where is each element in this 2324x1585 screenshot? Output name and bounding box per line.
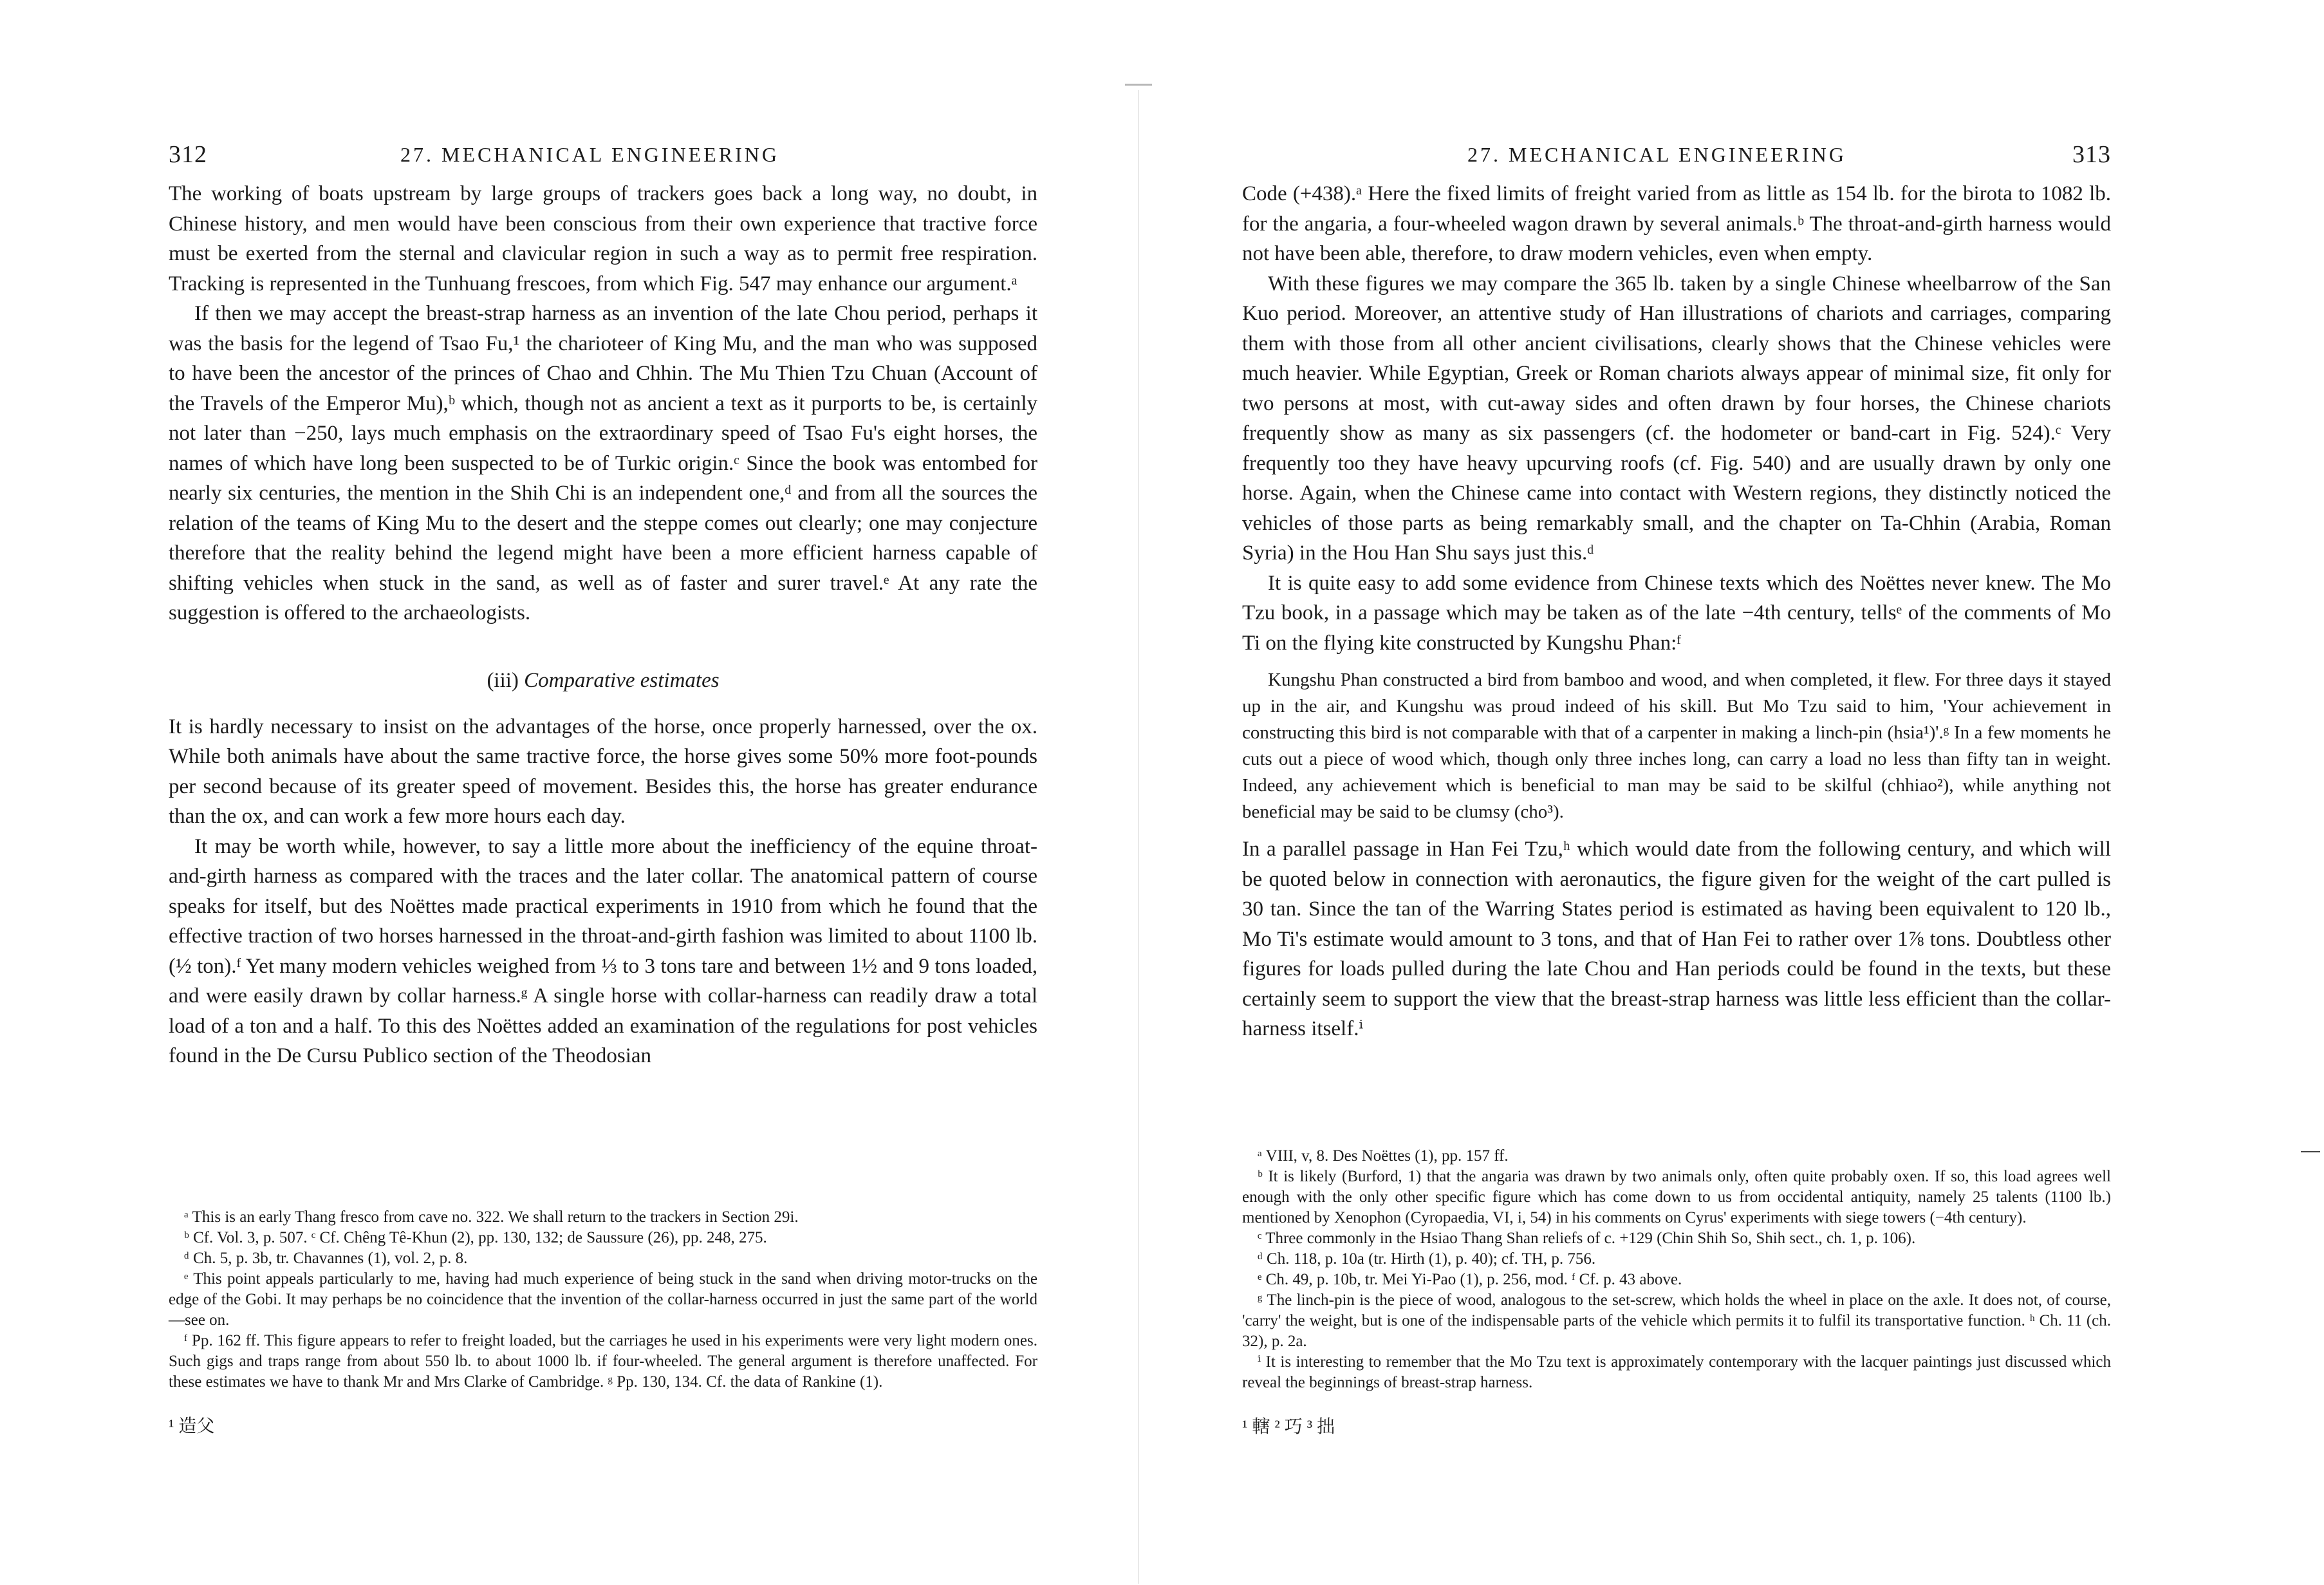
paragraph: It may be worth while, however, to say a little more about the inefficiency of the equine throat-and-girth harness as compared with the traces and the later collar. The anatomical pattern of course speaks for itself, but des Noëttes made practical experiments in 1910 from which he found that the effective traction of two horses harnessed in the throat-and-girth fashion was limited to about 1100 lb. (½ ton).ᶠ Yet many modern vehicles weighed from ⅓ to 3 tons tare and between 1½ and 9 tons loaded, and were easily drawn by collar harness.ᵍ A single horse with collar-harness can readily draw a total load of a ton and a half. To this des Noëttes added an examination of the regulations for post vehicles found in the De Cursu Publico section of the Theodosian xyxy=(169,834,1037,1067)
right-page xyxy=(1242,0,2111,1585)
section-heading-number: (iii) xyxy=(487,668,519,692)
footnote: ᵈ Ch. 5, p. 3b, tr. Chavannes (1), vol. 2, p. 8. xyxy=(184,1250,468,1267)
footnote: ᵃ VIII, v, 8. Des Noëttes (1), pp. 157 ff. xyxy=(1258,1147,1509,1165)
footnote: ᵇ It is likely (Burford, 1) that the angaria was drawn by two animals only, often quite probably oxen. If so, this load agrees well enough with the only other specific figure which has come down to us from occidental antiquity, namely 25 talents (1100 lb.) mentioned by Xenophon (Cyropaedia, VI, i, 54) in his comments on Cyrus' experiments with siege towers (−4th century). xyxy=(1242,1168,2111,1226)
page-body xyxy=(169,179,1037,1071)
chinese-characters: ¹ 造父 xyxy=(169,1416,215,1436)
paragraph: With these figures we may compare the 365 lb. taken by a single Chinese wheelbarrow of the San Kuo period. Moreover, an attentive study of Han illustrations of chariots and carriages, comparing them with those from all other ancient civilisations, clearly shows that the Chinese vehicles were much heavier. While Egyptian, Greek or Roman chariots always appear of minimal size, fit only for two persons at most, with cut-away sides and often drawn by four horses, the Chinese chariots frequently show as many as six passengers (cf. the hodometer or band-cart in Fig. 524).ᶜ Very frequently too they have heavy upcurving roofs (cf. Fig. 540) and are usually drawn by only one horse. Again, when the Chinese came into contact with Western regions, they distinctly noticed the vehicles of those parts as being remarkably small, and the chapter on Ta-Chhin (Arabia, Roman Syria) in the Hou Han Shu says just this.ᵈ xyxy=(1242,272,2111,565)
section-heading xyxy=(169,666,1037,695)
page-number: 313 xyxy=(2072,141,2111,168)
chinese-characters: ¹ 轄 ² 巧 ³ 拙 xyxy=(1242,1417,1335,1437)
paragraph: It is hardly necessary to insist on the advantages of the horse, once properly harnessed, over the ox. While both animals have about the same tractive force, the horse gives some 50% more foot-pounds per second because of its greater speed of movement. Besides this, the horse has greater endurance than the ox, and can work a few more hours each day. xyxy=(169,715,1037,828)
book-gutter xyxy=(1138,90,1139,1584)
footnote: ᶜ Three commonly in the Hsiao Thang Shan reliefs of c. +129 (Chin Shih So, Shih sect., ch. 1, p. 106). xyxy=(1258,1230,1916,1247)
page-body xyxy=(1242,179,2111,1044)
paragraph: The working of boats upstream by large groups of trackers goes back a long way, no doubt, in Chinese history, and men would have been conscious from their own experience that tractive force must be exerted from the sternal and clavicular region in such a way as to permit free respiration. Tracking is represented in the Tunhuang frescoes, from which Fig. 547 may enhance our argument.ᵃ xyxy=(169,182,1037,295)
footnote: ᵃ This is an early Thang fresco from cave no. 322. We shall return to the trackers in Section 29i. xyxy=(184,1208,799,1226)
footnote: ⁱ It is interesting to remember that the Mo Tzu text is approximately contemporary with the lacquer paintings just discussed which reveal the beginnings of breast-strap harness. xyxy=(1242,1353,2111,1391)
footnote: ᶠ Pp. 162 ff. This figure appears to refer to freight loaded, but the carriages he used in his experiments were very light modern ones. Such gigs and traps range from about 550 lb. to about 1000 lb. if four-wheeled. The general argument is therefore unaffected. For these estimates we have to thank Mr and Mrs Clarke of Cambridge. ᵍ Pp. 130, 134. Cf. the data of Rankine (1). xyxy=(169,1332,1037,1391)
footnote: ᵍ The linch-pin is the piece of wood, analogous to the set-screw, which holds the wheel in place on the axle. It does not, of course, 'carry' the weight, but is one of the indispensable parts of the vehicle which permits it to fulfil its transportative function. ʰ Ch. 11 (ch. 32), p. 2a. xyxy=(1242,1291,2111,1350)
paragraph: It is quite easy to add some evidence from Chinese texts which des Noëttes never knew. The Mo Tzu book, in a passage which may be taken as of the late −4th century, tellsᵉ of the comments of Mo Ti on the flying kite constructed by Kungshu Phan:ᶠ xyxy=(1242,571,2111,655)
running-head xyxy=(169,140,1037,171)
footnote: ᵉ Ch. 49, p. 10b, tr. Mei Yi-Pao (1), p. 256, mod. ᶠ Cf. p. 43 above. xyxy=(1258,1271,1682,1288)
page-number: 312 xyxy=(169,141,207,168)
footnote: ᵇ Cf. Vol. 3, p. 507. ᶜ Cf. Chêng Tê-Khun (2), pp. 130, 132; de Saussure (26), pp. 248, 275. xyxy=(184,1229,767,1246)
footnote: ᵈ Ch. 118, p. 10a (tr. Hirth (1), p. 40); cf. TH, p. 756. xyxy=(1258,1250,1596,1268)
block-quote: Kungshu Phan constructed a bird from bamboo and wood, and when completed, it flew. For three days it stayed up in the air, and Kungshu was proud indeed of his skill. But Mo Tzu said to him, 'Your achievement in constructing this bird is not comparable with that of a carpenter in making a linch-pin (hsia¹)'.ᵍ In a few moments he cuts out a piece of wood which, though only three inches long, can carry a load no less than fifty tan in weight. Indeed, any achievement which is beneficial to man may be said to be skilful (chhiao²), while anything not beneficial may be said to be clumsy (cho³). xyxy=(1242,670,2111,822)
paragraph: If then we may accept the breast-strap harness as an invention of the late Chou period, perhaps it was the basis for the legend of Tsao Fu,¹ the charioteer of King Mu, and the man who was supposed to have been the ancestor of the princes of Chao and Chhin. The Mu Thien Tzu Chuan (Account of the Travels of the Emperor Mu),ᵇ which, though not as ancient a text as it purports to be, is certainly not later than −250, lays much emphasis on the extraordinary speed of Tsao Fu's eight horses, the names of which have long been suspected to be of Turkic origin.ᶜ Since the book was entombed for nearly six centuries, the mention in the Shih Chi is an independent one,ᵈ and from all the sources the relation of the teams of King Mu to the desert and the steppe comes out clearly; one may conjecture therefore that the reality behind the legend might have been a more efficient harness capable of shifting vehicles when stuck in the sand, as well as of faster and surer travel.ᵉ At any rate the suggestion is offered to the archaeologists. xyxy=(169,302,1037,624)
gutter-mark xyxy=(1125,84,1152,86)
section-heading-title: Comparative estimates xyxy=(524,668,720,692)
footnotes xyxy=(1242,1146,2111,1438)
running-head-title: 27. MECHANICAL ENGINEERING xyxy=(1467,143,1846,166)
footnotes xyxy=(169,1207,1037,1438)
edge-mark xyxy=(2301,1151,2320,1152)
paragraph: Code (+438).ᵃ Here the fixed limits of freight varied from as little as 154 lb. for the birota to 1082 lb. for the angaria, a four-wheeled wagon drawn by several animals.ᵇ The throat-and-girth harness would not have been able, therefore, to draw modern vehicles, even when empty. xyxy=(1242,182,2111,265)
running-head-title: 27. MECHANICAL ENGINEERING xyxy=(400,143,779,166)
running-head xyxy=(1242,140,2111,171)
paragraph: In a parallel passage in Han Fei Tzu,ʰ which would date from the following century, and which will be quoted below in connection with aeronautics, the figure given for the weight of the cart pulled is 30 tan. Since the tan of the Warring States period is estimated as having been equivalent to 120 lb., Mo Ti's estimate would amount to 3 tons, and that of Han Fei to rather over 1⅞ tons. Doubtless other figures for loads pulled during the late Chou and Han periods could be found in the texts, but these certainly seem to support the view that the breast-strap harness was little less efficient than the collar-harness itself.ⁱ xyxy=(1242,838,2111,1040)
footnote: ᵉ This point appeals particularly to me, having had much experience of being stuck in the sand when driving motor-trucks on the edge of the Gobi. It may perhaps be no coincidence that the invention of the collar-harness occurred in just the same part of the world—see on. xyxy=(169,1270,1037,1329)
left-page xyxy=(169,0,1037,1585)
